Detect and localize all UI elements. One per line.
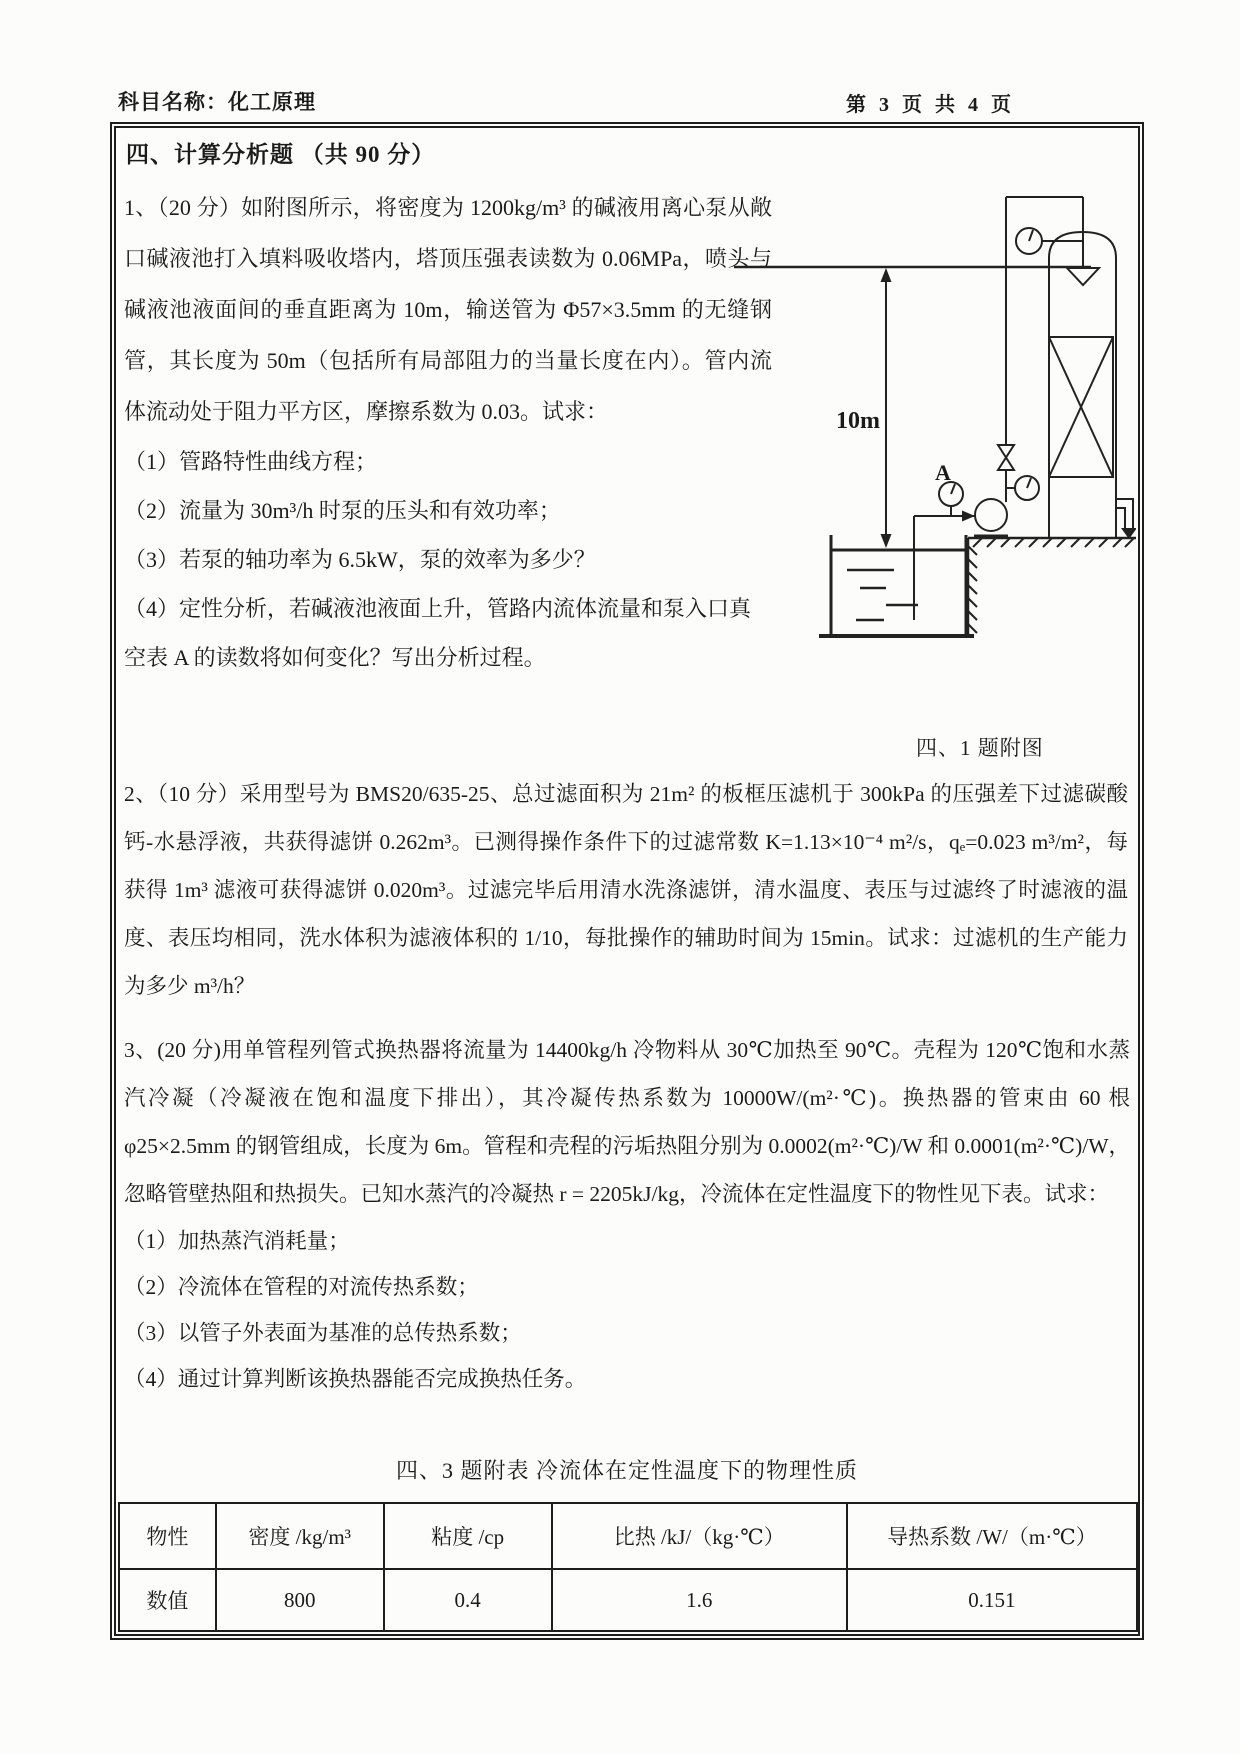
problem-3 (124, 1026, 1130, 1402)
problem-1-body: 1、（20 分）如附图所示，将密度为 1200kg/m³ 的碱液用离心泵从敞口碱液池打入填料吸收塔内，塔顶压强表读数为 0.06MPa，喷头与碱液池液面间的垂直距离为 10m，输送管为 Φ57×3.5mm 的无缝钢管，其长度为 50m（包括所有局部阻力的当量长度在内）。管内流体流动处于阻力平方区，摩擦系数为 0.03。试求： (124, 195, 772, 424)
problem-3-item-4: （4）通过计算判断该换热器能否完成换热任务。 (124, 1367, 587, 1391)
table-header-density: 密度 /kg/m³ (216, 1503, 384, 1569)
table-value-label: 数值 (119, 1569, 216, 1631)
table-value-conductivity: 0.151 (847, 1569, 1137, 1631)
problem-1 (124, 182, 772, 682)
table-value-viscosity: 0.4 (384, 1569, 552, 1631)
figure-gauge-a-label: A (935, 460, 951, 485)
tower-outlet-pipe (1116, 499, 1136, 539)
problem-2-body: 2、（10 分）采用型号为 BMS20/635-25、总过滤面积为 21m² 的板框压滤机于 300kPa 的压强差下过滤碳酸钙-水悬浮液，共获得滤饼 0.262m³。已测得操作条件下的过滤常数 K=1.13×10⁻⁴ m²/s，qₑ=0.023 m³/m²，每获得 1m³ 滤液可获得滤饼 0.020m³。过滤完毕后用清水洗涤滤饼，清水温度、表压与过滤终了时滤液的温度、表压均相同，洗水体积为滤液体积的 1/10，每批操作的辅助时间为 15min。试求：过滤机的生产能力为多少 m³/h？ (124, 782, 1128, 998)
alkali-tank (819, 535, 974, 636)
problem-3-item-3: （3）以管子外表面为基准的总传热系数； (124, 1321, 522, 1345)
dimension-arrow-10m (881, 268, 892, 548)
problem-3-body: 3、(20 分)用单管程列管式换热器将流量为 14400kg/h 冷物料从 30℃加热至 90℃。壳程为 120℃饱和水蒸汽冷凝（冷凝液在饱和温度下排出），其冷凝传热系数为 10000W/(m²·℃)。换热器的管束由 60 根 φ25×2.5mm 的钢管组成，长度为 6m。管程和壳程的污垢热阻分别为 0.0002(m²·℃)/W 和 0.0001(m²·℃)/W，忽略管壁热阻和热损失。已知水蒸汽的冷凝热 r = 2205kJ/kg，冷流体在定性温度下的物性见下表。试求： (124, 1038, 1130, 1206)
centrifugal-pump-icon (974, 499, 1008, 536)
table-header-property: 物性 (119, 1503, 216, 1569)
vacuum-gauge-a-icon (939, 482, 963, 516)
spray-head (1067, 268, 1099, 285)
table-header-conductivity: 导热系数 /W/（m·℃） (847, 1503, 1137, 1569)
ground-hatching (968, 538, 1136, 636)
exam-content-box (114, 126, 1140, 1636)
figure-height-label: 10m (836, 408, 880, 434)
problem-1-item-3: （3）若泵的轴功率为 6.5kW，泵的效率为多少？ (124, 547, 596, 572)
table-value-density: 800 (216, 1569, 384, 1631)
table-value-row (119, 1569, 1137, 1631)
problem-1-item-4: （4）定性分析，若碱液池液面上升，管路内流体流量和泵入口真空表 A 的读数将如何变化？写出分析过程。 (124, 596, 752, 670)
problem-1-item-2: （2）流量为 30m³/h 时泵的压头和有效功率； (124, 498, 561, 523)
problem-1-items (124, 437, 772, 682)
section-title: 四、计算分析题 （共 90 分） (126, 142, 436, 167)
problem-3-item-1: （1）加热蒸汽消耗量； (124, 1229, 350, 1253)
problem-3-items (124, 1218, 1130, 1402)
physical-properties-table (118, 1502, 1138, 1632)
discharge-pressure-gauge-icon (1006, 476, 1039, 500)
problem-1-figure (734, 168, 1136, 660)
table-header-specific-heat: 比热 /kJ/（kg·℃） (552, 1503, 847, 1569)
problem-1-item-1: （1）管路特性曲线方程； (124, 449, 378, 474)
figure-1-caption: 四、1 题附图 (916, 736, 1044, 760)
process-diagram (734, 168, 1136, 660)
header-page-number: 第 3 页 共 4 页 (846, 94, 1015, 116)
table-value-specific-heat: 1.6 (552, 1569, 847, 1631)
discharge-pipe (1006, 197, 1083, 502)
appendix-table-caption: 四、3 题附表 冷流体在定性温度下的物理性质 (395, 1458, 858, 1483)
valve-icon (998, 445, 1014, 470)
absorption-tower (1049, 232, 1116, 537)
problem-3-item-2: （2）冷流体在管程的对流传热系数； (124, 1275, 479, 1299)
header-subject-label: 科目名称：化工原理 (118, 90, 316, 114)
table-header-row (119, 1503, 1137, 1569)
table-header-viscosity: 粘度 /cp (384, 1503, 552, 1569)
